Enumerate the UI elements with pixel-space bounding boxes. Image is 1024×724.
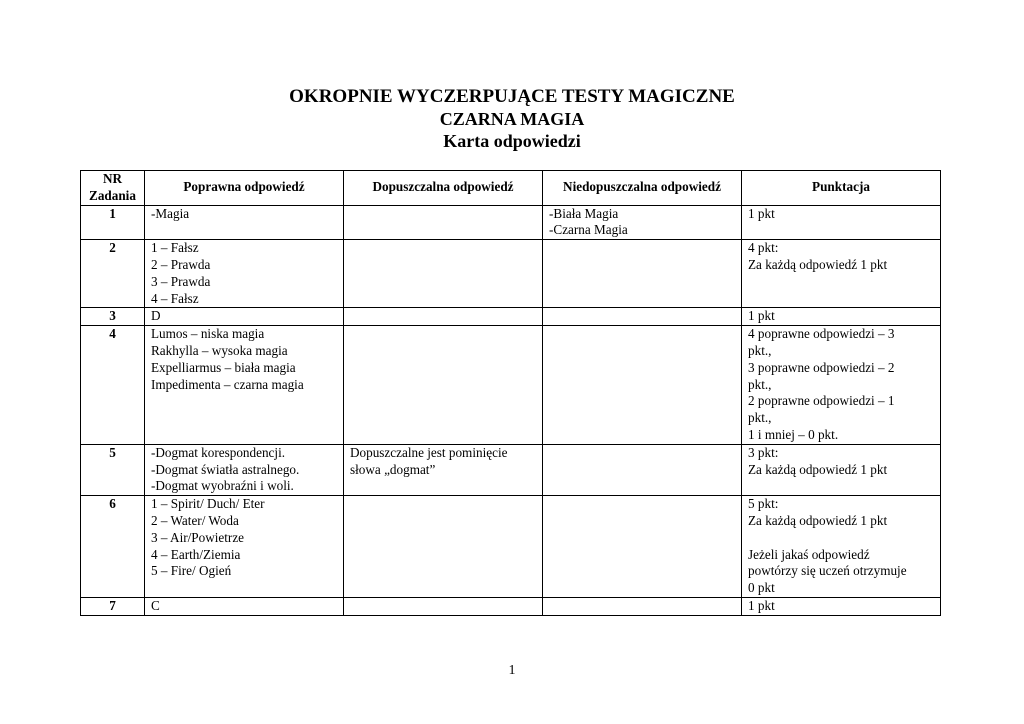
cell-correct xyxy=(145,205,344,240)
task-number: 2 xyxy=(81,240,145,308)
correct-line: 2 – Water/ Woda xyxy=(151,512,239,528)
table-row xyxy=(81,597,941,615)
header-row xyxy=(81,171,941,206)
title-line-3: Karta odpowiedzi xyxy=(443,131,581,151)
points-line: 1 pkt xyxy=(748,597,775,613)
correct-line: 5 – Fire/ Ogień xyxy=(151,563,232,579)
points-line: 5 pkt: xyxy=(748,496,779,512)
cell-unacceptable xyxy=(543,205,742,240)
cell-points xyxy=(742,496,941,598)
cell-correct xyxy=(145,496,344,598)
header-points: Punktacja xyxy=(742,171,941,206)
cell-acceptable xyxy=(344,326,543,445)
points-line: 3 pkt: xyxy=(748,444,779,460)
acceptable-line: Dopuszczalne jest pominięcie xyxy=(350,444,508,460)
points-line: 4 poprawne odpowiedzi – 3 xyxy=(748,326,895,342)
correct-line: Expelliarmus – biała magia xyxy=(151,359,296,375)
correct-line: 1 – Fałsz xyxy=(151,240,199,256)
cell-unacceptable xyxy=(543,240,742,308)
points-line: 1 pkt xyxy=(748,205,775,221)
cell-points xyxy=(742,205,941,240)
table-row xyxy=(81,326,941,445)
task-number: 7 xyxy=(81,597,145,615)
cell-acceptable xyxy=(344,240,543,308)
cell-points xyxy=(742,326,941,445)
header-unacceptable: Niedopuszczalna odpowiedź xyxy=(543,171,742,206)
header-nr-line1: NR xyxy=(102,171,123,186)
correct-line: -Dogmat korespondencji. xyxy=(151,444,286,460)
correct-line: 4 – Fałsz xyxy=(151,290,199,306)
cell-correct xyxy=(145,444,344,495)
points-line: Za każdą odpowiedź 1 pkt xyxy=(748,461,888,477)
document-title xyxy=(0,86,1024,152)
correct-line: Lumos – niska magia xyxy=(151,326,265,342)
cell-unacceptable xyxy=(543,308,742,326)
cell-correct xyxy=(145,326,344,445)
answer-rows xyxy=(81,205,941,615)
points-line: 1 pkt xyxy=(748,308,775,324)
cell-correct xyxy=(145,240,344,308)
page-number: 1 xyxy=(508,663,516,678)
correct-line: 3 – Prawda xyxy=(151,273,211,289)
cell-correct xyxy=(145,597,344,615)
header-nr xyxy=(81,171,145,206)
points-line: Za każdą odpowiedź 1 pkt xyxy=(748,256,888,272)
points-line: 2 poprawne odpowiedzi – 1 xyxy=(748,393,895,409)
cell-unacceptable xyxy=(543,597,742,615)
table-row xyxy=(81,240,941,308)
header-nr-line2: Zadania xyxy=(89,187,136,203)
points-line: Za każdą odpowiedź 1 pkt xyxy=(748,512,888,528)
unacceptable-line: -Biała Magia xyxy=(549,205,619,221)
points-line: powtórzy się uczeń otrzymuje xyxy=(748,563,907,579)
header-acceptable: Dopuszczalna odpowiedź xyxy=(344,171,543,206)
points-line: Jeżeli jakaś odpowiedź xyxy=(748,546,870,562)
task-number: 1 xyxy=(81,205,145,240)
acceptable-line: słowa „dogmat” xyxy=(350,461,436,477)
correct-line: 2 – Prawda xyxy=(151,256,211,272)
correct-line: -Dogmat wyobraźni i woli. xyxy=(151,478,294,494)
title-line-2: CZARNA MAGIA xyxy=(439,109,585,129)
correct-line: 4 – Earth/Ziemia xyxy=(151,546,241,562)
correct-line: 1 – Spirit/ Duch/ Eter xyxy=(151,496,265,512)
points-line: pkt., xyxy=(748,342,772,358)
title-line-1: OKROPNIE WYCZERPUJĄCE TESTY MAGICZNE xyxy=(289,86,735,107)
correct-line: 3 – Air/Powietrze xyxy=(151,529,245,545)
correct-line: -Dogmat światła astralnego. xyxy=(151,461,300,477)
table-row xyxy=(81,444,941,495)
cell-acceptable xyxy=(344,444,543,495)
header-correct: Poprawna odpowiedź xyxy=(145,171,344,206)
cell-acceptable xyxy=(344,496,543,598)
table-row xyxy=(81,205,941,240)
cell-points xyxy=(742,444,941,495)
task-number: 6 xyxy=(81,496,145,598)
cell-acceptable xyxy=(344,205,543,240)
task-number: 4 xyxy=(81,326,145,445)
task-number: 5 xyxy=(81,444,145,495)
cell-unacceptable xyxy=(543,444,742,495)
cell-points xyxy=(742,240,941,308)
cell-unacceptable xyxy=(543,326,742,445)
task-number: 3 xyxy=(81,308,145,326)
correct-line: -Magia xyxy=(151,205,190,221)
table-row xyxy=(81,496,941,598)
points-line: pkt., xyxy=(748,376,772,392)
unacceptable-line: -Czarna Magia xyxy=(549,222,628,238)
points-line xyxy=(748,530,934,547)
cell-correct xyxy=(145,308,344,326)
points-line: 4 pkt: xyxy=(748,240,779,256)
points-line: 3 poprawne odpowiedzi – 2 xyxy=(748,359,895,375)
cell-acceptable xyxy=(344,597,543,615)
correct-line: D xyxy=(151,308,161,324)
correct-line: Impedimenta – czarna magia xyxy=(151,376,304,392)
cell-unacceptable xyxy=(543,496,742,598)
cell-acceptable xyxy=(344,308,543,326)
table-row xyxy=(81,308,941,326)
correct-line: C xyxy=(151,597,160,613)
points-line: pkt., xyxy=(748,410,772,426)
answer-table xyxy=(80,170,941,616)
cell-points xyxy=(742,597,941,615)
points-line: 1 i mniej – 0 pkt. xyxy=(748,426,839,442)
correct-line: Rakhylla – wysoka magia xyxy=(151,342,288,358)
cell-points xyxy=(742,308,941,326)
points-line: 0 pkt xyxy=(748,580,775,596)
